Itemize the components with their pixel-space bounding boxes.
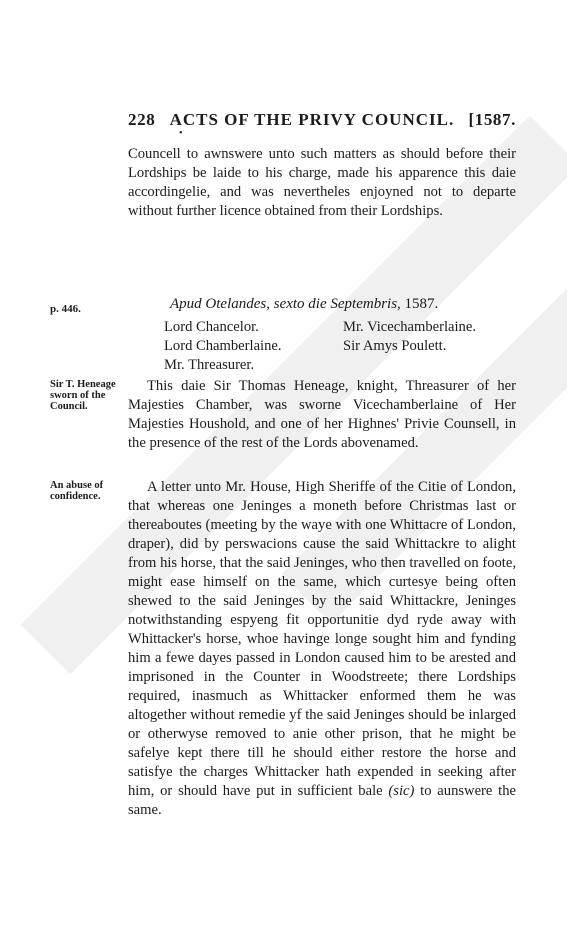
meeting-place-date: Apud Otelandes, sexto die Septembris,	[170, 296, 401, 312]
sic-marker: (sic)	[388, 783, 415, 799]
running-header	[128, 110, 516, 130]
attendee: Lord Chamberlaine.	[164, 338, 282, 354]
paragraph-continued: Councell to awnswere unto such matters as should before their Lordships be laide to his charge, made his apparence this daie accordingelie, and was nevertheles enjoyned not to departe without further licence obtained from their Lordships.	[128, 146, 516, 219]
attendee: Sir Amys Poulett.	[343, 338, 447, 354]
printer-mark: •	[179, 128, 183, 139]
page-number: 228	[128, 110, 156, 129]
paragraph-letter	[128, 478, 516, 820]
meeting-year: 1587.	[404, 296, 439, 312]
running-title: ACTS OF THE PRIVY COUNCIL.	[169, 110, 455, 129]
attendance-row	[164, 318, 504, 337]
running-year: [1587.	[468, 110, 516, 129]
paragraph-heneage: This daie Sir Thomas Heneage, knight, Threasurer of her Majesties Chamber, was sworne Vicechamberlaine of Her Majesties Houshold, and one of her Highnes' Privie Counsell, in the presence of the rest of the Lords abovenamed.	[128, 378, 516, 451]
sidenote-abuse: An abuse of confidence.	[50, 480, 104, 502]
attendee	[343, 356, 503, 375]
meeting-heading	[170, 296, 516, 313]
attendance-row	[164, 356, 504, 375]
letter-text-end: to aunswere the same.	[128, 783, 517, 818]
attendance-row	[164, 337, 504, 356]
attendee: Mr. Threasurer.	[164, 357, 255, 373]
letter-text: A letter unto Mr. House, High Sheriffe of the Citie of London, that whereas one Jeninges a moneth before Christmas last or thereaboutes (meeting by the waye with one Whittacre of London, draper), did by perswacions cause the said Whittackre to alight from his horse, that the said Jeninges, who then travelled on foote, might ease himself on the same, which curtesye being often shewed to the said Jeninges by the said Whittackre, Jeninges notwithstanding espyeng fit opportunitie dyd ryde away with Whittacker's horse, whoe havinge longe sought him and fynding him a fewe dayes passed in London caused him to be arested and imprisoned in the Counter in Woodstreete; there Lordships required, inasmuch as Whittacker enformed them he was altogether without remedie yf the said Jeninges should be inlarged or otherwyse removed to anie other prison, that he might be safelye kept there till he should either restore the horse and satisfye the charges Whittacker hath expended in seeking after him, or should have put in sufficient bale	[128, 479, 516, 799]
page-reference: p. 446.	[50, 303, 81, 315]
sidenote-heneage: Sir T. Heneage sworn of the Council.	[50, 379, 116, 412]
attendee: Mr. Vicechamberlaine.	[343, 319, 476, 335]
attendance-list	[164, 318, 504, 375]
attendee: Lord Chancelor.	[164, 319, 259, 335]
